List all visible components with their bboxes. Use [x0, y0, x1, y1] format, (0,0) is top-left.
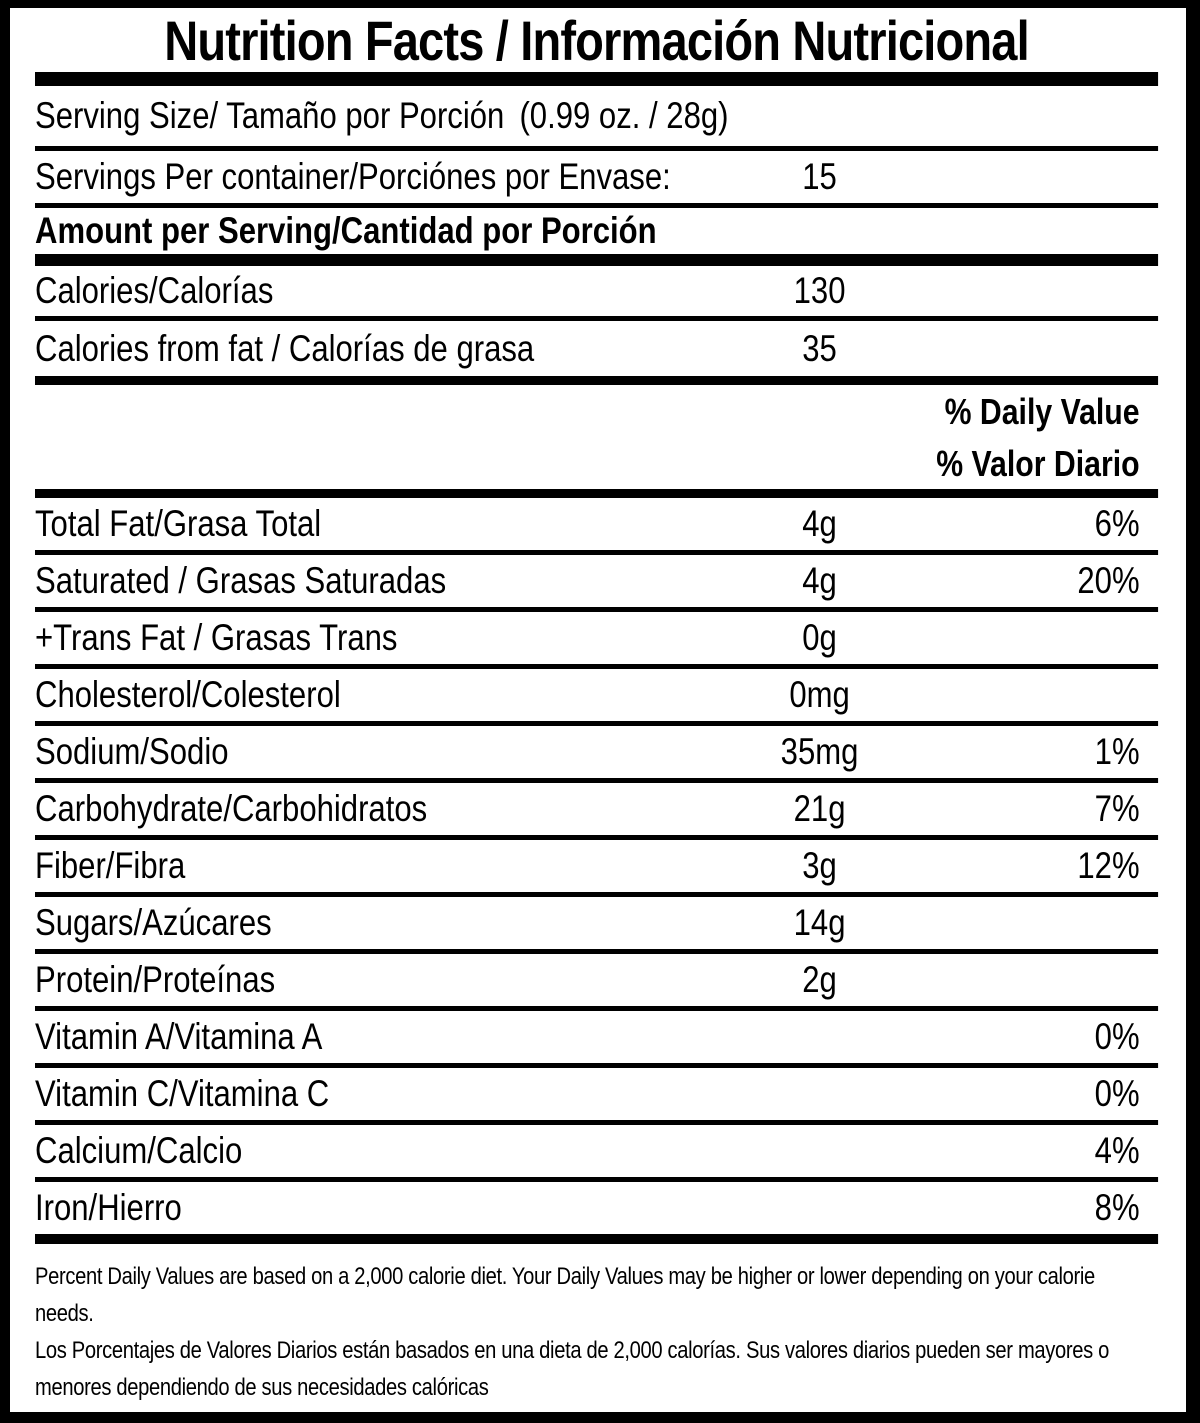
daily-value-header-es: % Valor Diario: [936, 443, 1140, 484]
label-content: [10, 8, 1186, 1412]
serving-size-row: [35, 86, 1158, 151]
nutrient-daily-value: 20%: [1077, 560, 1140, 601]
serving-size-value: (0.99 oz. / 28g): [519, 95, 729, 136]
nutrient-label: Protein/Proteínas: [35, 959, 276, 1000]
nutrient-amount: 0g: [802, 617, 837, 658]
nutrient-label: Iron/Hierro: [35, 1187, 182, 1228]
nutrient-label: Fiber/Fibra: [35, 845, 186, 886]
nutrient-daily-value: 12%: [1077, 845, 1140, 886]
amount-per-serving-header: Amount per Serving/Cantidad por Porción: [35, 210, 657, 251]
nutrient-row: [35, 498, 1158, 555]
nutrient-row: [35, 612, 1158, 669]
divider-daily-value-top: [35, 376, 1158, 385]
calories-label: Calories/Calorías: [35, 270, 274, 311]
nutrient-label: Calcium/Calcio: [35, 1130, 243, 1171]
footnote: [35, 1244, 1158, 1412]
nutrient-row: [35, 1011, 1158, 1068]
nutrient-row: [35, 840, 1158, 897]
nutrient-label: Total Fat/Grasa Total: [35, 503, 322, 544]
divider-daily-value-bottom: [35, 489, 1158, 498]
nutrient-daily-value: 8%: [1094, 1187, 1140, 1228]
nutrient-label: Cholesterol/Colesterol: [35, 674, 341, 715]
nutrient-label: Sodium/Sodio: [35, 731, 229, 772]
nutrient-daily-value: 6%: [1094, 503, 1140, 544]
nutrient-row: [35, 669, 1158, 726]
nutrient-row: [35, 954, 1158, 1011]
divider-title: [35, 72, 1158, 86]
divider-footnote: [35, 1234, 1158, 1244]
calories-row: [35, 266, 1158, 321]
daily-value-header-en: % Daily Value: [944, 391, 1140, 432]
nutrient-amount: 35mg: [780, 731, 859, 772]
servings-per-container-value: 15: [802, 156, 837, 197]
nutrient-amount: 21g: [793, 788, 846, 829]
nutrient-label: Vitamin A/Vitamina A: [35, 1016, 323, 1057]
nutrient-row: [35, 1182, 1158, 1234]
nutrient-label: +Trans Fat / Grasas Trans: [35, 617, 398, 658]
nutrient-label: Saturated / Grasas Saturadas: [35, 560, 447, 601]
nutrient-amount: 14g: [793, 902, 846, 943]
nutrient-amount: 4g: [802, 503, 837, 544]
nutrient-daily-value: 4%: [1094, 1130, 1140, 1171]
nutrient-amount: 0mg: [789, 674, 850, 715]
label-title: Nutrition Facts / Información Nutricional: [164, 8, 1029, 72]
nutrient-daily-value: 0%: [1094, 1073, 1140, 1114]
calories-from-fat-label: Calories from fat / Calorías de grasa: [35, 327, 535, 369]
nutrient-amount: 4g: [802, 560, 837, 601]
nutrient-label: Sugars/Azúcares: [35, 902, 272, 943]
nutrient-row: [35, 897, 1158, 954]
calories-from-fat-value: 35: [802, 327, 837, 369]
nutrient-row: [35, 1068, 1158, 1125]
nutrient-label: Vitamin C/Vitamina C: [35, 1073, 330, 1114]
nutrient-row: [35, 783, 1158, 840]
nutrient-amount: 3g: [802, 845, 837, 886]
nutrient-row: [35, 726, 1158, 783]
nutrient-row: [35, 1125, 1158, 1182]
divider-header: [35, 254, 1158, 266]
serving-size-label: Serving Size/ Tamaño por Porción: [35, 95, 505, 136]
calories-value: 130: [793, 270, 846, 311]
nutrient-daily-value: 1%: [1094, 731, 1140, 772]
footnote-en: Percent Daily Values are based on a 2,000 calorie diet. Your Daily Values may be higher or lower depending on your calorie needs.: [35, 1263, 1095, 1327]
nutrient-daily-value: 0%: [1094, 1016, 1140, 1057]
nutrient-label: Carbohydrate/Carbohidratos: [35, 788, 428, 829]
servings-per-container-row: [35, 151, 1158, 208]
nutrient-rows: [35, 498, 1158, 1234]
nutrient-amount: 2g: [802, 959, 837, 1000]
nutrient-daily-value: 7%: [1094, 788, 1140, 829]
footnote-es: Los Porcentajes de Valores Diarios están basados en una dieta de 2,000 calorías. Sus valores diarios pueden ser mayores o menores dependiendo de sus necesidades calóricas: [35, 1337, 1110, 1401]
nutrient-row: [35, 555, 1158, 612]
servings-per-container-label: Servings Per container/Porciónes por Envase:: [35, 156, 671, 197]
calories-from-fat-row: [35, 321, 1158, 376]
